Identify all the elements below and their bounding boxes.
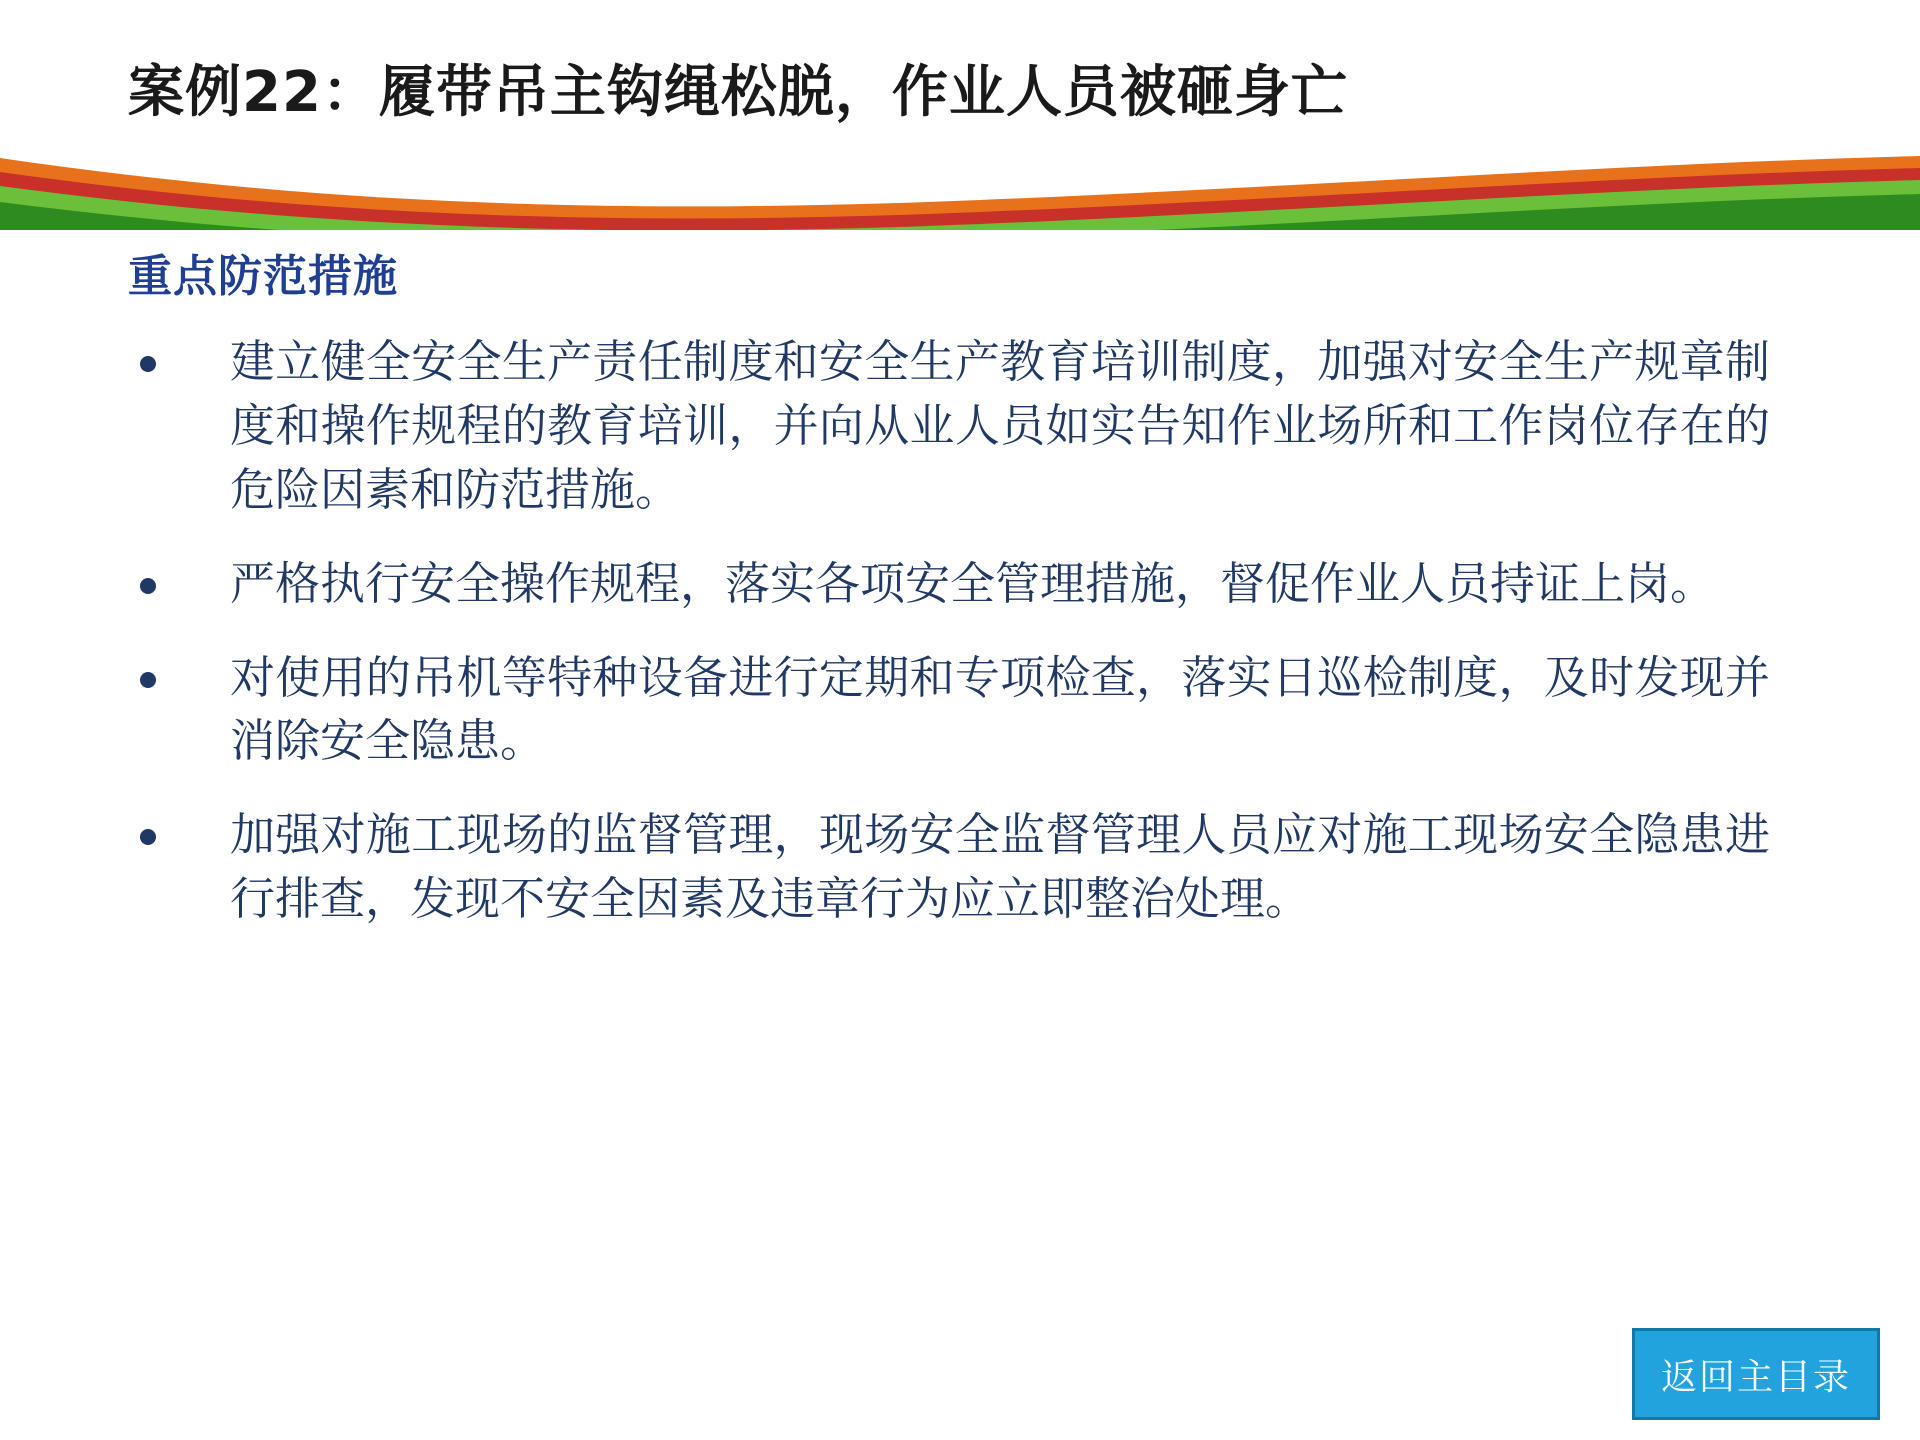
list-item (0, 330, 1920, 522)
slide-body (0, 240, 1920, 961)
decorative-wave-band (0, 150, 1920, 230)
list-item (0, 803, 1920, 931)
bullet-dot-icon (140, 356, 156, 372)
return-to-main-menu-button[interactable]: 返回主目录 (1632, 1328, 1880, 1420)
section-heading: 重点防范措施 (128, 251, 398, 302)
list-item-text: 对使用的吊机等特种设备进行定期和专项检查，落实日巡检制度，及时发现并消除安全隐患。 (230, 650, 1770, 768)
list-item (0, 646, 1920, 774)
list-item-text: 严格执行安全操作规程，落实各项安全管理措施，督促作业人员持证上岗。 (230, 556, 1716, 610)
measures-list (0, 330, 1920, 931)
list-item-text: 建立健全安全生产责任制度和安全生产教育培训制度，加强对安全生产规章制度和操作规程的教育培训，并向从业人员如实告知作业场所和工作岗位存在的危险因素和防范措施。 (230, 335, 1770, 516)
list-item (0, 552, 1920, 616)
bullet-dot-icon (140, 578, 156, 594)
list-item-text: 加强对施工现场的监督管理，现场安全监督管理人员应对施工现场安全隐患进行排查，发现不安全因素及违章行为应立即整治处理。 (230, 808, 1770, 926)
bullet-dot-icon (140, 829, 156, 845)
bullet-dot-icon (140, 672, 156, 688)
wave-graphic (0, 150, 1920, 230)
page-title: 案例22：履带吊主钩绳松脱，作业人员被砸身亡 (128, 60, 1348, 125)
